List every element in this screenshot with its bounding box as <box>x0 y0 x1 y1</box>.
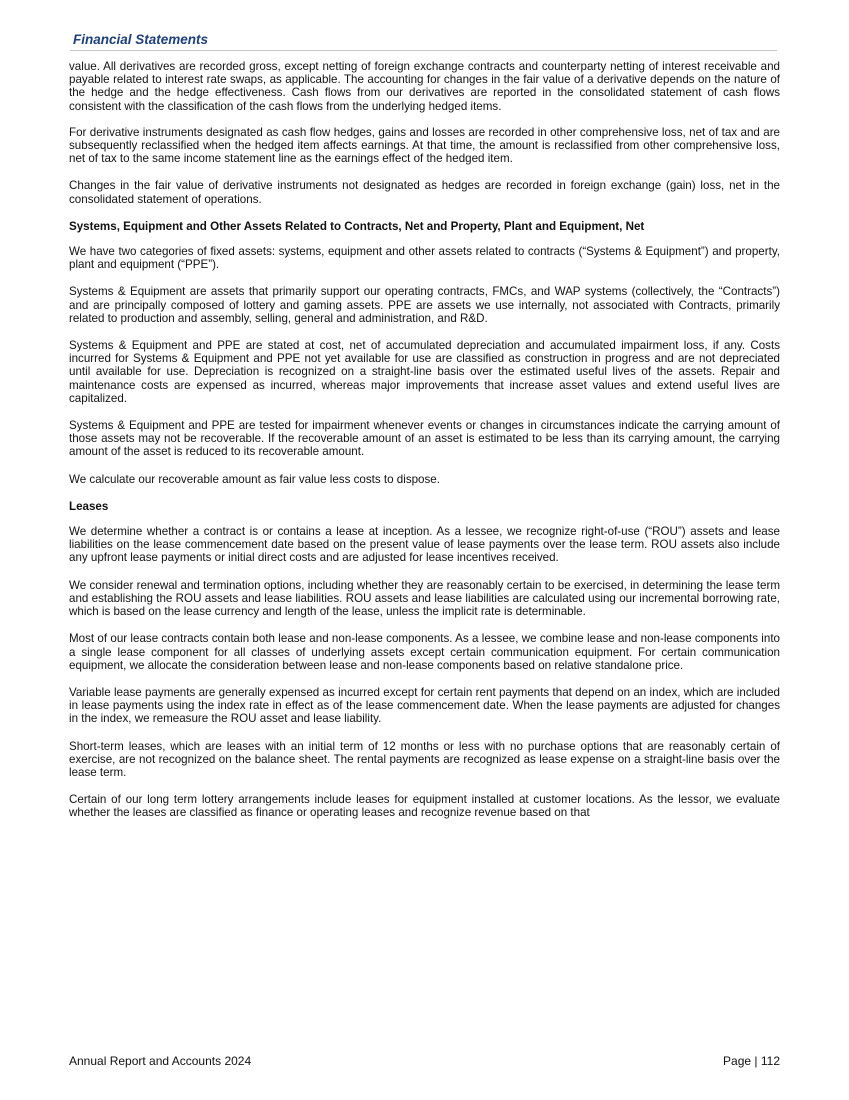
paragraph-impairment-testing: Systems & Equipment and PPE are tested for impairment whenever events or changes in circumstances indicate the carrying amount of those assets may not be recoverable. If the recoverable amount of an asset is estimated to be less than its carrying amount, the carrying amount of the asset is reduced to its recoverable amount. <box>69 419 780 459</box>
paragraph-fixed-asset-categories: We have two categories of fixed assets: systems, equipment and other assets related to contracts (“Systems & Equipment”) and property, plant and equipment (“PPE”). <box>69 245 780 272</box>
footer-page-number: Page | 112 <box>723 1054 780 1068</box>
paragraph-non-designated-hedges: Changes in the fair value of derivative instruments not designated as hedges are recorded in foreign exchange (gain) loss, net in the consolidated statement of operations. <box>69 179 780 206</box>
section-title: Financial Statements <box>73 32 209 47</box>
heading-leases: Leases <box>69 499 109 513</box>
paragraph-lease-components: Most of our lease contracts contain both lease and non-lease components. As a lessee, we combine lease and non-lease components into a single lease component for all classes of underlying assets except certain communication equipment. For certain communication equipment, we allocate the consideration between lease and non-lease components based on relative standalone price. <box>69 632 780 672</box>
paragraph-renewal-termination: We consider renewal and termination options, including whether they are reasonably certain to be exercised, in determining the lease term and establishing the ROU assets and lease liabilities. ROU assets and lease liabilities are calculated using our incremental borrowing rate, which is based on the lease currency and length of the lease, unless the implicit rate is determinable. <box>69 578 780 619</box>
paragraph-cost-depreciation: Systems & Equipment and PPE are stated at cost, net of accumulated depreciation and accumulated impairment loss, if any. Costs incurred for Systems & Equipment and PPE not yet available for use are classified as construction in progress and are not depreciated until available for use. Depreciation is recognized on a straight-line basis over the estimated useful lives of the assets. Repair and maintenance costs are expensed as incurred, whereas major improvements that increase asset values and extend useful lives are capitalized. <box>69 339 780 405</box>
page-header <box>70 32 777 51</box>
page-footer <box>69 1054 780 1068</box>
paragraph-recoverable-amount: We calculate our recoverable amount as fair value less costs to dispose. <box>69 472 440 486</box>
paragraph-lessor-arrangements: Certain of our long term lottery arrangements include leases for equipment installed at customer locations. As the lessor, we evaluate whether the leases are classified as finance or operating leases and recognize revenue based on that <box>69 793 780 820</box>
heading-systems-equipment: Systems, Equipment and Other Assets Related to Contracts, Net and Property, Plant and Equipment, Net <box>69 219 645 233</box>
paragraph-lease-inception: We determine whether a contract is or contains a lease at inception. As a lessee, we recognize right-of-use (“ROU”) assets and lease liabilities on the lease commencement date based on the present value of lease payments over the lease term. ROU assets also include any upfront lease payments or initial direct costs and are adjusted for lease incentives received. <box>69 525 780 565</box>
footer-report-name: Annual Report and Accounts 2024 <box>69 1054 252 1068</box>
paragraph-variable-lease-payments: Variable lease payments are generally expensed as incurred except for certain rent payments that depend on an index, which are included in lease payments using the index rate in effect as of the lease commencement date. When the lease payments are adjusted for changes in the index, we remeasure the ROU asset and lease liability. <box>69 685 780 726</box>
paragraph-cash-flow-hedges: For derivative instruments designated as cash flow hedges, gains and losses are recorded in other comprehensive loss, net of tax and are subsequently reclassified when the hedged item affects earnings. At that time, the amount is reclassified from other comprehensive loss, net of tax to the same income statement line as the earnings effect of the hedged item. <box>69 125 780 166</box>
paragraph-derivatives-gross: value. All derivatives are recorded gross, except netting of foreign exchange contracts and counterparty netting of interest receivable and payable related to interest rate swaps, as applicable. The accounting for changes in the fair value of a derivative depends on the nature of the hedge and the hedge effectiveness. Cash flows from our derivatives are reported in the consolidated statement of cash flows consistent with the classification of the cash flows from the underlying hedged items. <box>69 60 780 113</box>
paragraph-systems-equipment-definition: Systems & Equipment are assets that primarily support our operating contracts, FMCs, and WAP systems (collectively, the “Contracts”) and are principally composed of lottery and gaming assets. PPE are assets we use internally, not associated with Contracts, primarily related to production and assembly, selling, general and administration, and R&D. <box>69 285 780 325</box>
paragraph-short-term-leases: Short-term leases, which are leases with an initial term of 12 months or less with no purchase options that are reasonably certain of exercise, are not recognized on the balance sheet. The rental payments are recognized as lease expense on a straight-line basis over the lease term. <box>69 739 780 779</box>
document-body <box>69 60 780 834</box>
